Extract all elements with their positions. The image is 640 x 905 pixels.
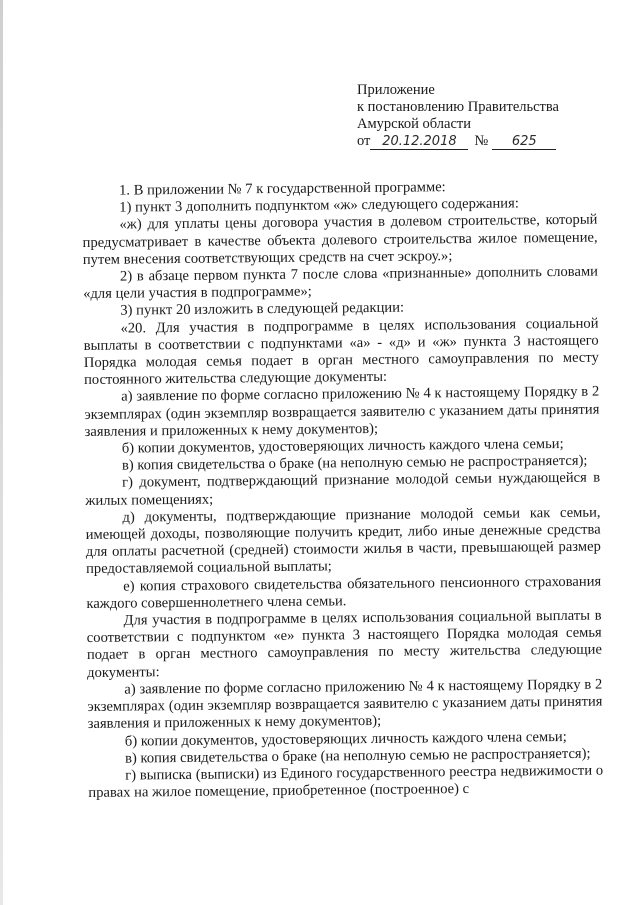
document-body	[82, 178, 603, 803]
number-prefix: №	[474, 133, 489, 149]
handwritten-date: 20.12.2018	[370, 134, 468, 150]
list2-item-a: а) заявление по форме согласно приложению № 4 к настоящему Порядку в 2 экземплярах (один экземпляр возвращается заявителю с указанием даты принятия заявления и приложенных к нему документов);	[87, 676, 603, 733]
paragraph-item-1: 1) пункт 3 дополнить подпунктом «ж» следующего содержания:	[119, 195, 519, 216]
paragraph-second-case: Для участия в подпрограмме в целях использования социальной выплаты в соответствии с подпунктом «е» пункта 3 настоящего Порядка молодая семья подает в орган местного самоуправления по месту жительства следующие документы:	[86, 607, 603, 681]
appendix-resolution-ref: к постановлению Правительства	[357, 99, 559, 115]
appendix-title: Приложение	[357, 82, 435, 98]
list2-item-v: в) копия свидетельства о браке (на неполную семью не распространяется);	[124, 745, 591, 767]
appendix-header	[357, 82, 587, 150]
paragraph-subitem-zh: «ж) для уплаты цены договора участия в долевом строительстве, который предусматривает в качестве объекта долевого строительства жилое помещение, путем внесения соответствующих средств на счет эскроу.»;	[82, 212, 598, 268]
appendix-region: Амурской области	[357, 116, 471, 132]
appendix-date-number	[357, 133, 587, 150]
list-item-b: б) копии документов, удостоверяющих личность каждого члена семьи;	[121, 436, 564, 457]
handwritten-number: 625	[492, 134, 556, 150]
paragraph-clause-20: «20. Для участия в подпрограмме в целях использования социальной выплаты в соответствии с подпунктами «а» - «д» и «ж» пункта 3 настоящего Порядка молодая семья подает в орган местного самоуправления по месту постоянного жительства следующие документы:	[83, 315, 599, 389]
date-prefix: от	[357, 133, 371, 149]
list2-item-b: б) копии документов, удостоверяющих личность каждого члена семьи;	[124, 728, 567, 750]
paragraph-section-1: 1. В приложении № 7 к государственной программе:	[118, 179, 446, 199]
list-item-v: в) копия свидетельства о браке (на неполную семью не распространяется);	[121, 452, 588, 474]
list-item-d: д) документы, подтверждающие признание молодой семьи как семьи, имеющей доходы, позволяющие получить кредит, либо иные денежные средства для оплаты расчетной (средней) стоимости жилья в части, превышающей размер предоставляемой социальной выплаты;	[85, 504, 601, 578]
list-item-g: г) документ, подтверждающий признание молодой семьи нуждающейся в жилых помещениях;	[85, 470, 601, 509]
list2-item-g: г) выписка (выписки) из Единого государственного реестра недвижимости о правах на жилое помещение, приобретенное (построенное) с	[88, 762, 604, 802]
paragraph-item-2: 2) в абзаце первом пункта 7 после слова «признанные» дополнить словами «для цели участия в подпрограмме»;	[83, 263, 599, 303]
paragraph-item-3: 3) пункт 20 изложить в следующей редакции:	[120, 300, 405, 320]
list-item-e: е) копия страхового свидетельства обязательного пенсионного страхования каждого совершеннолетнего члена семьи.	[86, 573, 602, 612]
list-item-a: а) заявление по форме согласно приложению № 4 к настоящему Порядку в 2 экземплярах (один экземпляр возвращается заявителю с указанием даты принятия заявления и приложенных к нему документов);	[84, 384, 600, 440]
